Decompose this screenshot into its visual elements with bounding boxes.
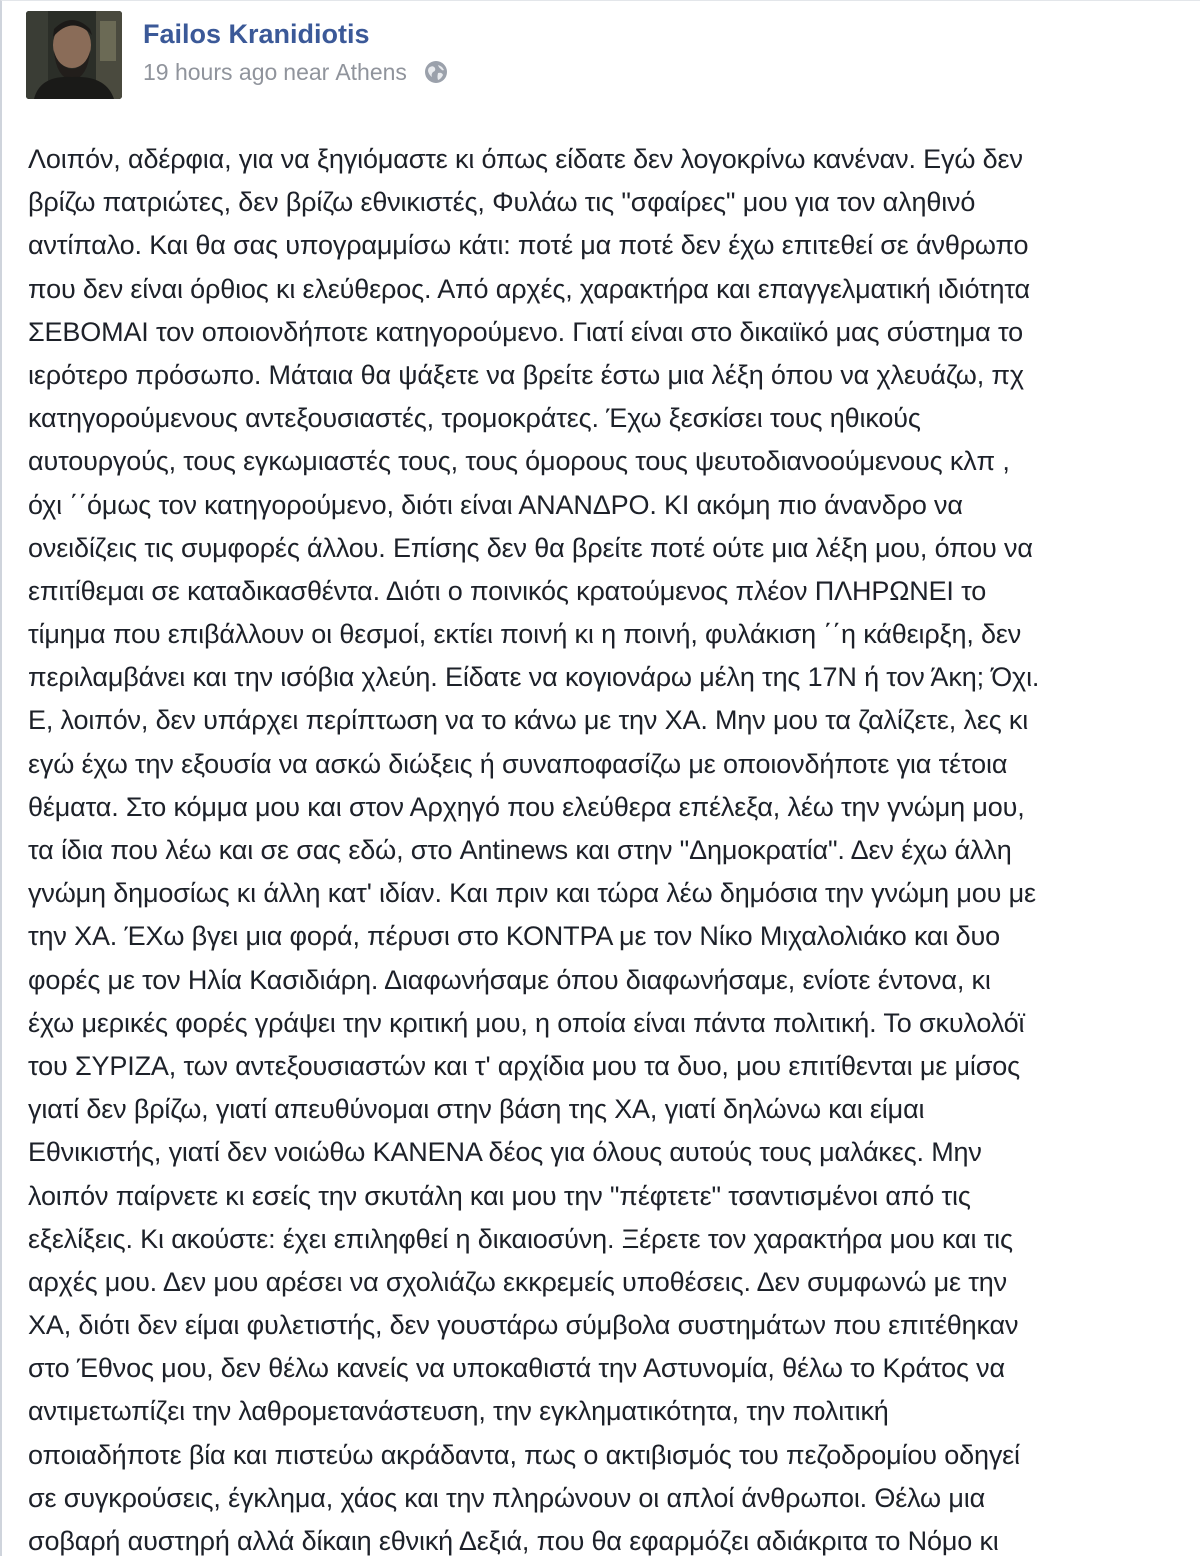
post-text-line: την ΧΑ. ΈΧω βγει μια φορά, πέρυσι στο ΚΟΝΤΡΑ με τον Νίκο Μιχαλολιάκο και δυο	[28, 921, 1001, 952]
post-text-line: έχω μερικές φορές γράψει την κριτική μου, η οποία είναι πάντα πολιτική. Το σκυλολόϊ	[28, 1007, 1025, 1038]
post-text-line: οποιαδήποτε βία και πιστεύω ακράδαντα, πως ο ακτιβισμός του πεζοδρομίου οδηγεί	[28, 1439, 1020, 1470]
post-text-line: τα ίδια που λέω και σε σας εδώ, στο Antinews και στην "Δημοκρατία". Δεν έχω άλλη	[28, 835, 1012, 865]
post-text-line: επιτίθεμαι σε καταδικασθέντα. Διότι ο ποινικός κρατούμενος πλέον ΠΛΗΡΩΝΕΙ το	[28, 575, 987, 606]
post-text-line: που δεν είναι όρθιος κι ελεύθερος. Από αρχές, χαρακτήρα και επαγγελματική ιδιότητα	[28, 273, 1030, 304]
post-text-line: στο Έθνος μου, δεν θέλω κανείς να υποκαθιστά την Αστυνομία, θέλω το Κράτος να	[28, 1353, 1005, 1384]
post-text-line: αρχές μου. Δεν μου αρέσει να σχολιάζω εκκρεμείς υποθέσεις. Δεν συμφωνώ με την	[28, 1266, 1007, 1297]
author-name-link[interactable]: Failos Kranidiotis	[143, 19, 370, 49]
post-text-line: εξελίξεις. Κι ακούστε: έχει επιληφθεί η δικαιοσύνη. Ξέρετε τον χαρακτήρα μου και τις	[28, 1223, 1013, 1254]
post-text-line: αντιμετωπίζει την λαθρομετανάστευση, την εγκληματικότητα, την πολιτική	[28, 1396, 889, 1427]
post-text-line: κατηγορούμενους αντεξουσιαστές, τρομοκράτες. Έχω ξεσκίσει τους ηθικούς	[28, 403, 921, 434]
avatar-photo	[26, 11, 122, 99]
post-text-line: εγώ έχω την εξουσία να ασκώ διώξεις ή συναποφασίζω με οποιονδήποτε για τέτοια	[28, 748, 1008, 779]
location-prefix: near	[283, 59, 330, 85]
post-text-line: σε συγκρούσεις, έγκλημα, χάος και την πληρώνουν οι απλοί άνθρωποι. Θέλω μια	[28, 1482, 986, 1513]
post-text-line: γιατί δεν βρίζω, γιατί απευθύνομαι στην βάση της ΧΑ, γιατί δηλώνω και είμαι	[28, 1094, 925, 1125]
post-location[interactable]: Athens	[335, 59, 407, 85]
post-meta	[143, 57, 449, 87]
post-text-line: θέματα. Στο κόμμα μου και στον Αρχηγό που ελεύθερα επέλεξα, λέω την γνώμη μου,	[28, 791, 1025, 822]
post-text-line: Εθνικιστής, γιατί δεν νοιώθω ΚΑΝΕΝΑ δέος για όλους αυτούς τους μαλάκες. Μην	[28, 1137, 982, 1168]
post-text-line: ΣΕΒΟΜΑΙ τον οποιονδήποτε κατηγορούμενο. Γιατί είναι στο δικαιϊκό μας σύστημα το	[28, 316, 1023, 347]
post-text-line: λοιπόν παίρνετε κι εσείς την σκυτάλη και μου την "πέφτετε" τσαντισμένοι από τις	[28, 1180, 971, 1211]
author-avatar[interactable]	[26, 11, 122, 99]
post-text-line: γνώμη δημοσίως κι άλλη κατ' ιδίαν. Και πριν και τώρα λέω δημόσια την γνώμη μου με	[28, 878, 1036, 909]
post-text-line: τίμημα που επιβάλλουν οι θεσμοί, εκτίει ποινή κι η ποινή, φυλάκιση ΄΄η κάθειρξη, δεν	[28, 619, 1022, 650]
globe-icon[interactable]	[423, 59, 449, 85]
post-text-line: Ε, λοιπόν, δεν υπάρχει περίπτωση να το κάνω με την ΧΑ. Μην μου τα ζαλίζετε, λες κι	[28, 705, 1029, 736]
post-text-line: ονειδίζεις τις συμφορές άλλου. Επίσης δεν θα βρείτε ποτέ ούτε μια λέξη μου, όπου να	[28, 532, 1033, 563]
post-text-line: περιλαμβάνει και την ισόβια χλεύη. Είδατε να κογιονάρω μέλη της 17Ν ή τον Άκη; Όχι.	[28, 662, 1040, 693]
post-text-line: αντίπαλο. Και θα σας υπογραμμίσω κάτι: ποτέ μα ποτέ δεν έχω επιτεθεί σε άνθρωπο	[28, 230, 1029, 261]
post-text-line: φορές με τον Ηλία Κασιδιάρη. Διαφωνήσαμε όπου διαφωνήσαμε, ενίοτε έντονα, κι	[28, 964, 991, 995]
post-text-line: βρίζω πατριώτες, δεν βρίζω εθνικιστές, Φυλάω τις "σφαίρες" μου για τον αληθινό	[28, 187, 976, 218]
post-text-line: σοβαρή αυστηρή αλλά δίκαιη εθνική Δεξιά, που θα εφαρμόζει αδιάκριτα το Νόμο κι	[28, 1526, 999, 1556]
post-text-line: του ΣΥΡΙΖΑ, των αντεξουσιαστών και τ' αρχίδια μου τα δυο, μου επιτίθενται με μίσος	[28, 1050, 1020, 1081]
post-body-text	[28, 138, 1196, 1556]
post-text-line: αυτουργούς, τους εγκωμιαστές τους, τους όμορους τους ψευτοδιανοούμενους κλπ ,	[28, 446, 1010, 477]
post-text-line: ΧΑ, διότι δεν είμαι φυλετιστής, δεν γουστάρω σύμβολα συστημάτων που επιτέθηκαν	[28, 1310, 1019, 1341]
post-text-line: ιερότερο πρόσωπο. Μάταια θα ψάξετε να βρείτε έστω μια λέξη όπου να χλευάζω, πχ	[28, 359, 1024, 390]
post-text-line: Λοιπόν, αδέρφια, για να ξηγιόμαστε κι όπως είδατε δεν λογοκρίνω κανέναν. Εγώ δεν	[28, 144, 1023, 174]
post-timestamp[interactable]: 19 hours ago	[143, 59, 278, 85]
post-text-line: όχι ΄΄όμως τον κατηγορούμενο, διότι είναι ΑΝΑΝΔΡΟ. ΚΙ ακόμη πιο άνανδρο να	[28, 489, 963, 520]
